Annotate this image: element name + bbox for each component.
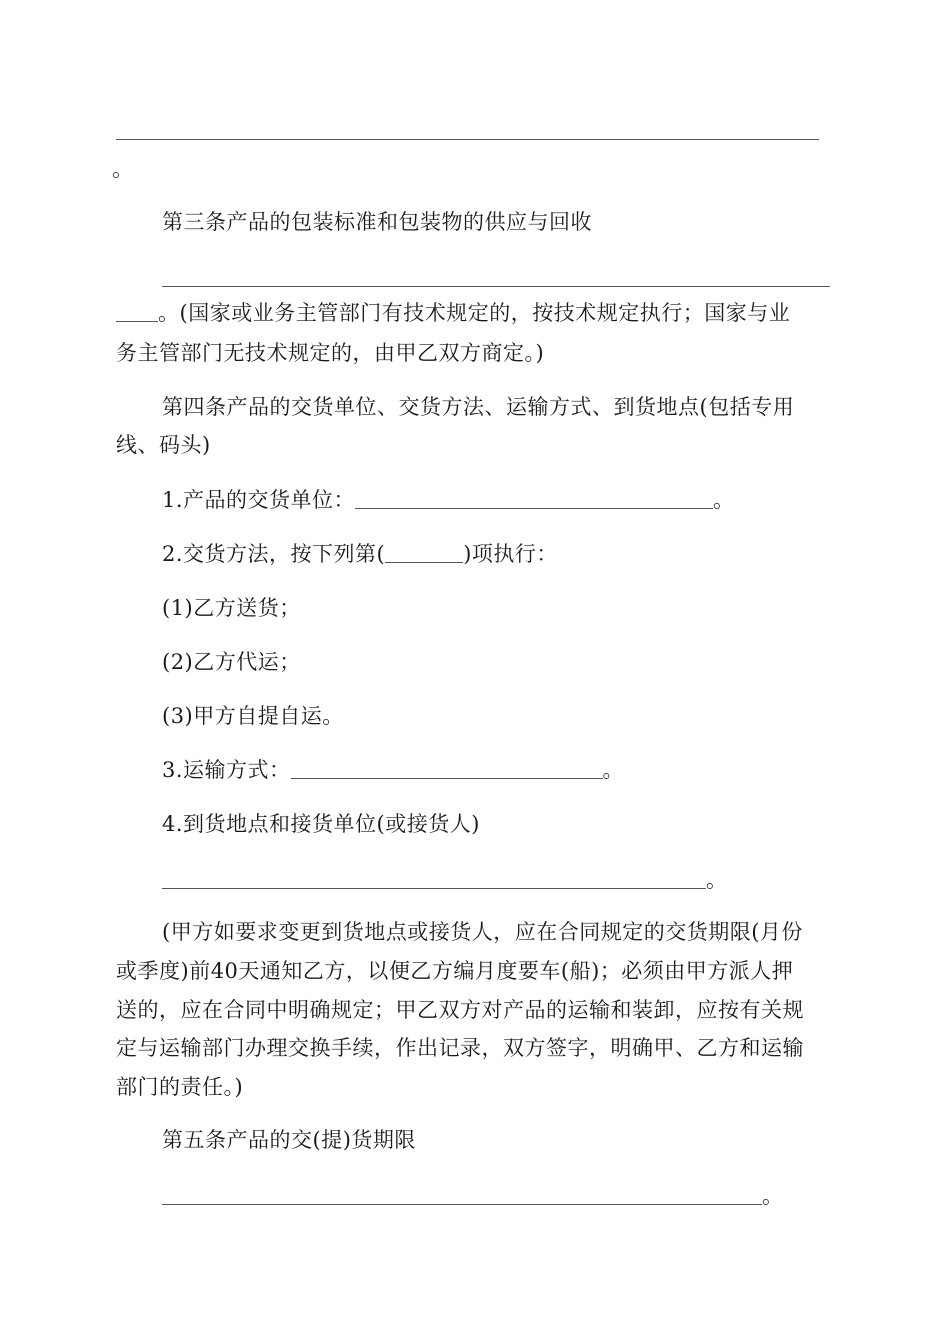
paragraph-text: 或季度)前40天通知乙方，以便乙方编月度要车(船)；必须由甲方派人押 (116, 959, 794, 983)
list-item: 。 (162, 865, 728, 895)
article-heading: 线、码头) (116, 433, 211, 457)
fill-in-blank[interactable] (385, 542, 463, 563)
list-item: (2)乙方代运； (162, 650, 301, 674)
paragraph-text: 部门的责任。) (116, 1075, 244, 1099)
paragraph-text: (甲方如要求变更到货地点或接货人，应在合同规定的交货期限(月份 (162, 920, 803, 944)
list-item: 1.产品的交货单位： 。 (162, 488, 735, 512)
paragraph-text: 送的，应在合同中明确规定；甲乙双方对产品的运输和装卸，应按有关规 (116, 998, 804, 1022)
paragraph-text: 。(国家或业务主管部门有技术规定的，按技术规定执行；国家与业 (116, 298, 790, 328)
list-item: (3)甲方自提自运。 (162, 704, 344, 728)
paragraph-text: 务主管部门无技术规定的，由甲乙双方商定。) (116, 341, 545, 365)
list-item: 4.到货地点和接货单位(或接货人) (162, 812, 480, 836)
fill-in-blank[interactable] (291, 758, 603, 779)
article-heading: 第四条产品的交货单位、交货方法、运输方式、到货地点(包括专用 (162, 395, 795, 419)
fill-in-line (116, 139, 819, 140)
paragraph-text: 定与运输部门办理交换手续，作出记录，双方签字，明确甲、乙方和运输 (116, 1036, 804, 1060)
article-heading: 第五条产品的交(提)货期限 (162, 1128, 416, 1152)
paragraph-text: 。 (112, 157, 134, 181)
article-heading: 第三条产品的包装标准和包装物的供应与回收 (162, 210, 592, 234)
list-item: 。 (162, 1181, 784, 1211)
list-item: 3.运输方式： 。 (162, 758, 625, 782)
fill-in-blank[interactable] (162, 868, 706, 889)
list-item: (1)乙方送货； (162, 596, 301, 620)
fill-in-blank[interactable] (116, 301, 158, 322)
list-item: 2.交货方法，按下列第( )项执行： (162, 542, 558, 566)
fill-in-line (162, 286, 830, 287)
fill-in-blank[interactable] (162, 1184, 762, 1205)
fill-in-blank[interactable] (355, 488, 713, 509)
